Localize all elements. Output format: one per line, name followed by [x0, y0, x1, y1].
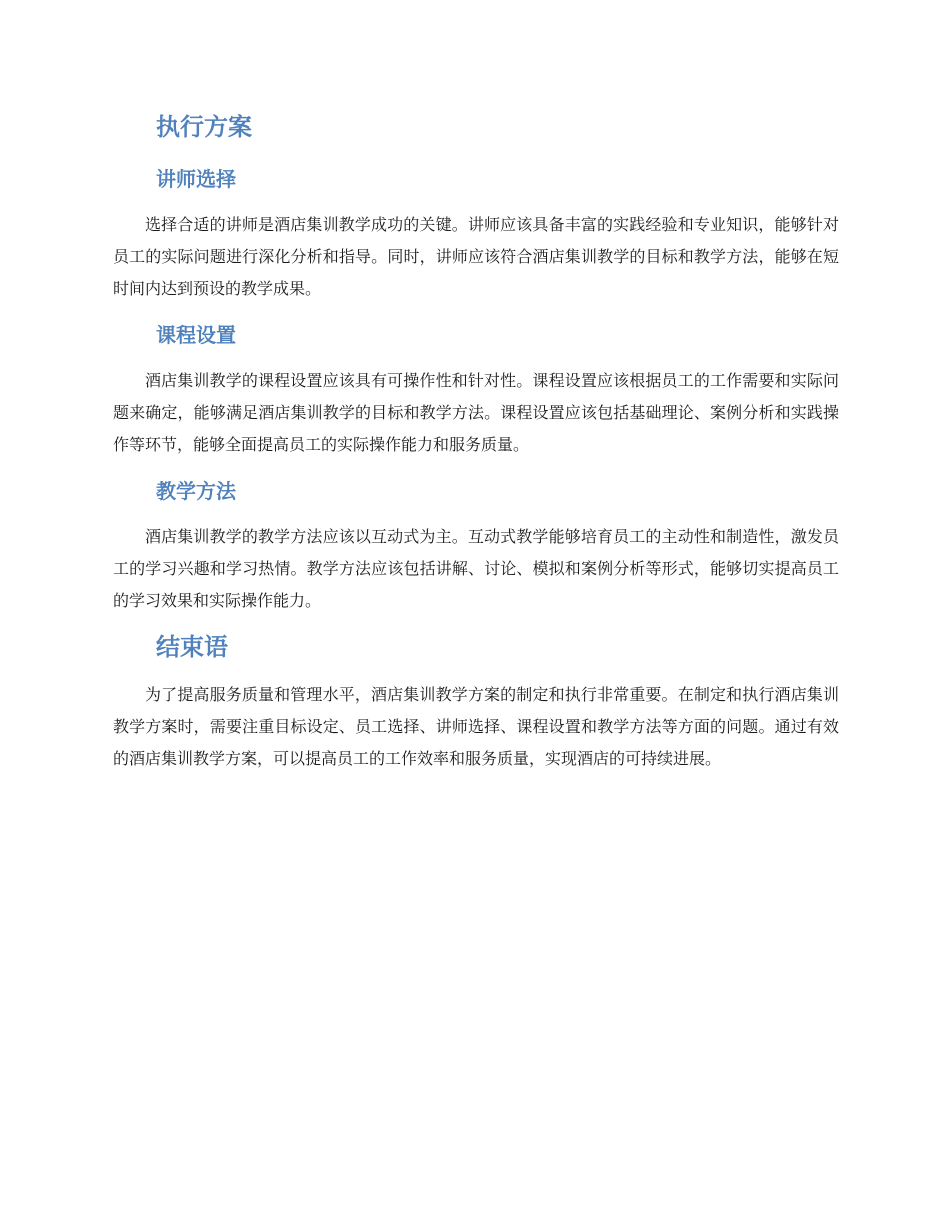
document-content [113, 107, 839, 775]
subsection-heading-teaching-method: 教学方法 [156, 479, 236, 503]
paragraph-conclusion: 为了提高服务质量和管理水平，酒店集训教学方案的制定和执行非常重要。在制定和执行酒店集训教学方案时，需要注重目标设定、员工选择、讲师选择、课程设置和教学方法等方面的问题。通过有效的酒店集训教学方案，可以提高员工的工作效率和服务质量，实现酒店的可持续进展。 [113, 685, 839, 768]
paragraph-instructor: 选择合适的讲师是酒店集训教学成功的关键。讲师应该具备丰富的实践经验和专业知识，能够针对员工的实际问题进行深化分析和指导。同时，讲师应该符合酒店集训教学的目标和教学方法，能够在短时间内达到预设的教学成果。 [113, 215, 839, 298]
section-title: 执行方案 [156, 113, 252, 141]
subsection-heading-curriculum: 课程设置 [156, 323, 236, 347]
paragraph-teaching-method: 酒店集训教学的教学方法应该以互动式为主。互动式教学能够培育员工的主动性和制造性，激发员工的学习兴趣和学习热情。教学方法应该包括讲解、讨论、模拟和案例分析等形式，能够切实提高员工的学习效果和实际操作能力。 [113, 527, 839, 610]
paragraph-curriculum: 酒店集训教学的课程设置应该具有可操作性和针对性。课程设置应该根据员工的工作需要和实际问题来确定，能够满足酒店集训教学的目标和教学方法。课程设置应该包括基础理论、案例分析和实践操作等环节，能够全面提高员工的实际操作能力和服务质量。 [113, 371, 839, 454]
subsection-heading-instructor: 讲师选择 [156, 167, 236, 191]
conclusion-title: 结束语 [156, 633, 228, 661]
